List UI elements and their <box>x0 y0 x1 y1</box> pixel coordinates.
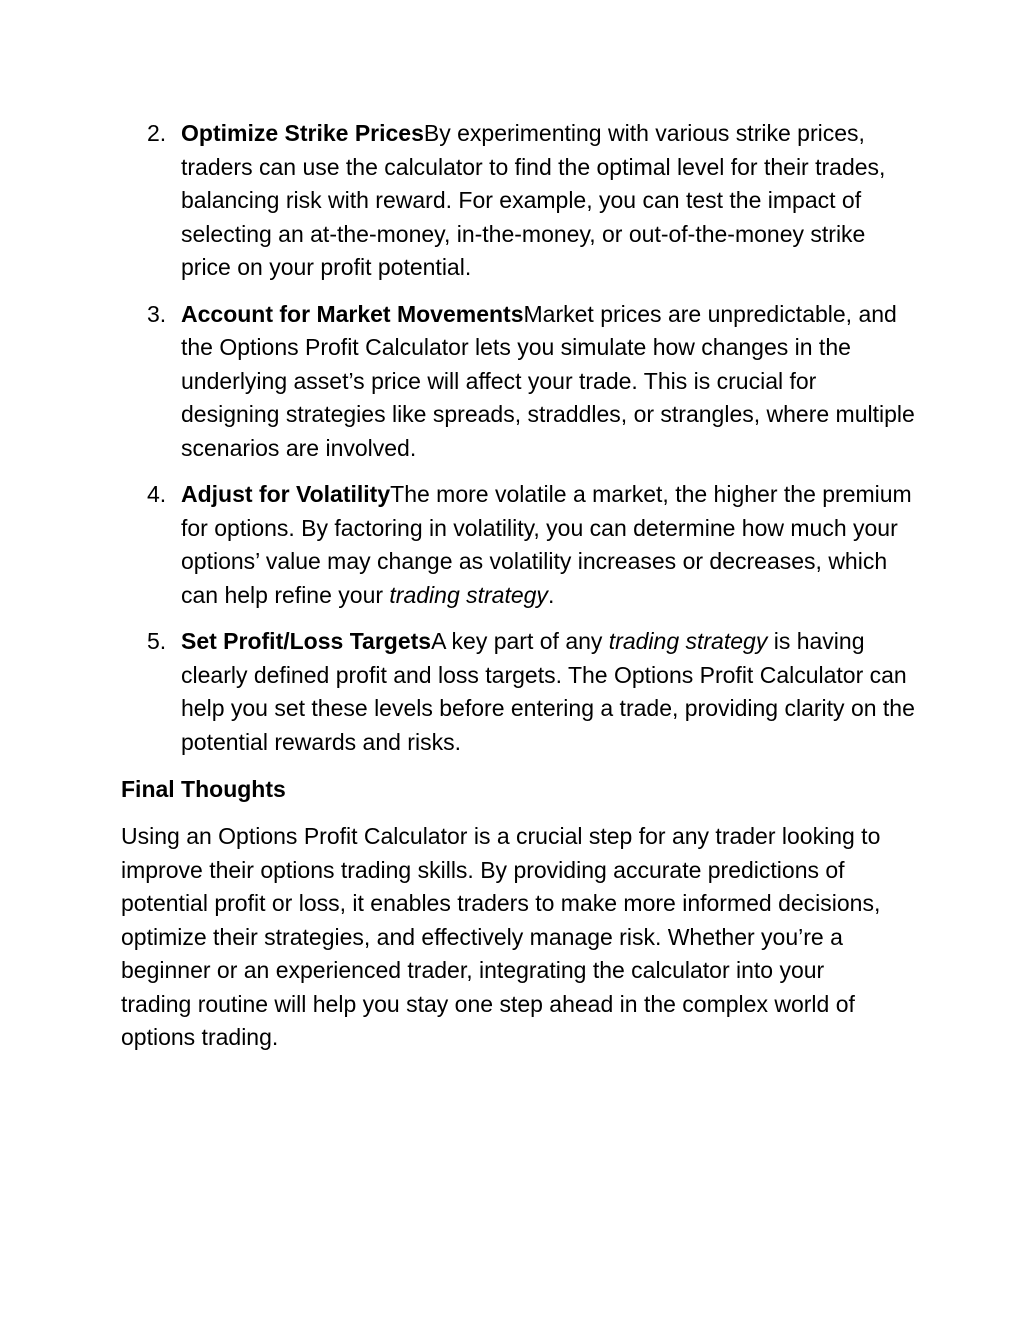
list-item-number: 4. <box>147 481 167 507</box>
list-item <box>147 478 917 612</box>
list-item-term: Adjust for Volatility <box>181 481 391 507</box>
list-item-text: By experimenting with various strike prices, traders can use the calculator to find the optimal level for their trades, balancing risk with reward. For example, you can test the impact of selecting an at-the-money, in-the-money, or out-of-the-money strike price on your profit potential. <box>181 120 886 280</box>
list-item-text-after: is having clearly defined profit and loss targets. The Options Profit Calculator can help you set these levels before entering a trade, providing clarity on the potential rewards and risks. <box>181 628 915 755</box>
list-item-emphasis: trading strategy <box>389 581 548 608</box>
list-item-term: Optimize Strike Prices <box>181 120 424 146</box>
list-item-text: The more volatile a market, the higher the premium for options. By factoring in volatility, you can determine how much your options’ value may change as volatility increases or decreases, which can help refine your <box>181 481 912 608</box>
list-item-text: A key part of any <box>431 628 609 654</box>
section-heading: Final Thoughts <box>121 776 286 802</box>
list-item-term: Set Profit/Loss Targets <box>181 628 432 654</box>
section-paragraph: Using an Options Profit Calculator is a crucial step for any trader looking to improve their options trading skills. By providing accurate predictions of potential profit or loss, it enables traders to make more informed decisions, optimize their strategies, and effectively manage risk. Whether you’re a beginner or an experienced trader, integrating the calculator into your trading routine will help you stay one step ahead in the complex world of options trading. <box>121 823 881 1050</box>
numbered-list <box>147 117 917 772</box>
list-item-number: 2. <box>147 120 167 146</box>
list-item-term: Account for Market Movements <box>181 300 524 327</box>
list-item-text: Market prices are unpredictable, and the Options Profit Calculator lets you simulate how changes in the underlying asset’s price will affect your trade. This is crucial for designing strategies like spreads, straddles, or strangles, where multiple scenarios are involved. <box>181 300 915 461</box>
list-item-number: 5. <box>147 628 167 654</box>
list-item-text-after: . <box>547 581 555 608</box>
list-item <box>147 298 917 466</box>
list-item-number: 3. <box>147 300 167 327</box>
list-item-emphasis: trading strategy <box>608 628 768 654</box>
list-item <box>147 625 917 759</box>
list-item <box>147 117 917 285</box>
